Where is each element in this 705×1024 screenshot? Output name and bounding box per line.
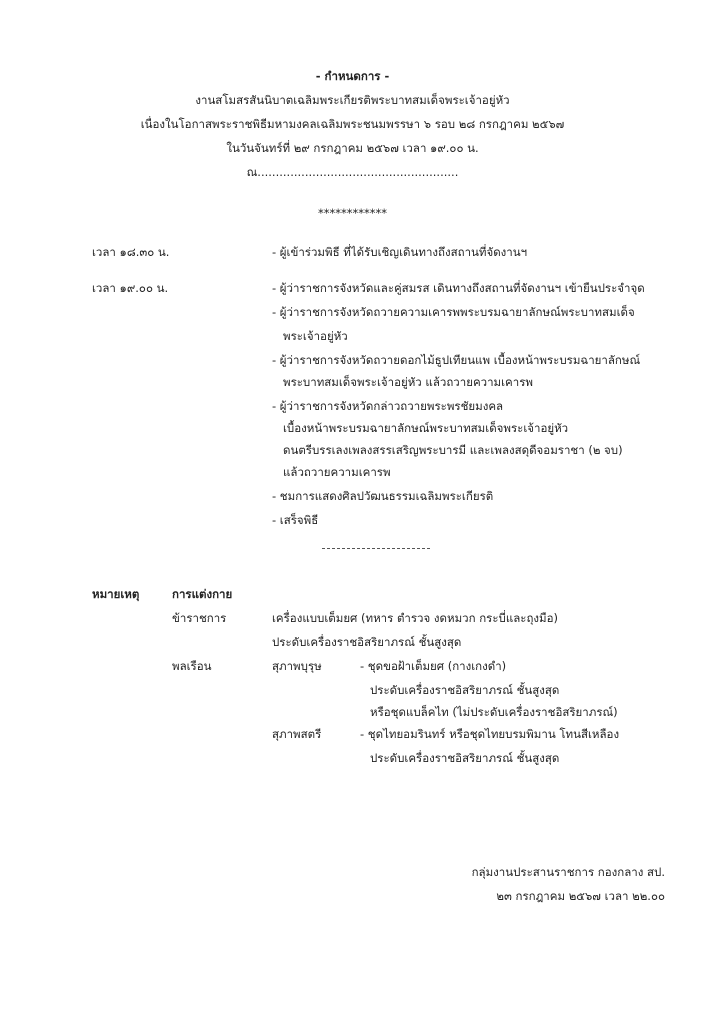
- issue-date: ๒๓ กรกฎาคม ๒๕๖๗ เวลา ๒๒.๐๐: [496, 889, 665, 903]
- men-dress: หรือชุดแบล็คไท (ไม่ประดับเครื่องราชอิสริยาภรณ์): [370, 705, 618, 719]
- section-divider: [322, 548, 430, 549]
- schedule-item: - ผู้เข้าร่วมพิธี ที่ได้รับเชิญเดินทางถึงสถานที่จัดงานฯ: [272, 245, 528, 259]
- schedule-item-cont: พระเจ้าอยู่หัว: [283, 329, 348, 343]
- men-dress: - ชุดขอฝ้าเต็มยศ (กางเกงดำ): [360, 659, 507, 673]
- event-title: งานสโมสรสันนิบาตเฉลิมพระเกียรติพระบาทสมเด็จพระเจ้าอยู่หัว: [195, 93, 510, 107]
- officials-label: ข้าราชการ: [172, 611, 227, 625]
- schedule-item: - ผู้ว่าราชการจังหวัดกล่าวถวายพระพรชัยมงคล: [272, 399, 504, 413]
- dress-code-heading: การแต่งกาย: [172, 587, 233, 601]
- schedule-item: - เสร็จพิธี: [272, 513, 319, 527]
- event-date: ในวันจันทร์ที่ ๒๙ กรกฎาคม ๒๕๖๗ เวลา ๑๙.๐๐ น.: [226, 141, 479, 155]
- schedule-item-cont: แล้วถวายความเคารพ: [283, 465, 391, 479]
- officials-dress: เครื่องแบบเต็มยศ (ทหาร ตำรวจ งดหมวก กระบี่และถุงมือ): [272, 611, 559, 625]
- women-dress: ประดับเครื่องราชอิสริยาภรณ์ ชั้นสูงสุด: [370, 751, 560, 765]
- schedule-item: - ผู้ว่าราชการจังหวัดถวายดอกไม้ธูปเทียนแพ เบื้องหน้าพระบรมฉายาลักษณ์: [272, 353, 641, 367]
- officials-dress: ประดับเครื่องราชอิสริยาภรณ์ ชั้นสูงสุด: [272, 635, 462, 649]
- document-heading: - กำหนดการ -: [315, 69, 390, 83]
- event-occasion: เนื่องในโอกาสพระราชพิธีมหามงคลเฉลิมพระชนมพรรษา ๖ รอบ ๒๘ กรกฎาคม ๒๕๖๗: [140, 117, 565, 131]
- men-dress: ประดับเครื่องราชอิสริยาภรณ์ ชั้นสูงสุด: [370, 683, 560, 697]
- event-venue: ณ.......................................................: [246, 165, 459, 179]
- schedule-time-1: เวลา ๑๘.๓๐ น.: [92, 245, 170, 259]
- women-label: สุภาพสตรี: [272, 727, 322, 741]
- remarks-label: หมายเหตุ: [92, 587, 140, 601]
- schedule-item-cont: ดนตรีบรรเลงเพลงสรรเสริญพระบารมี และเพลงสดุดีจอมราชา (๒ จบ): [283, 443, 623, 457]
- schedule-item: - ชมการแสดงศิลปวัฒนธรรมเฉลิมพระเกียรติ: [272, 489, 494, 503]
- schedule-item: - ผู้ว่าราชการจังหวัดถวายความเคารพพระบรมฉายาลักษณ์พระบาทสมเด็จ: [272, 305, 635, 319]
- issuing-unit: กลุ่มงานประสานราชการ กองกลาง สป.: [471, 865, 665, 879]
- separator-stars: ************: [318, 206, 387, 220]
- schedule-item-cont: พระบาทสมเด็จพระเจ้าอยู่หัว แล้วถวายความเคารพ: [283, 375, 533, 389]
- schedule-time-2: เวลา ๑๙.๐๐ น.: [92, 281, 169, 295]
- schedule-item: - ผู้ว่าราชการจังหวัดและคู่สมรส เดินทางถึงสถานที่จัดงานฯ เข้ายืนประจำจุด: [272, 281, 645, 295]
- civilians-label: พลเรือน: [172, 659, 212, 673]
- men-label: สุภาพบุรุษ: [272, 659, 322, 673]
- schedule-item-cont: เบื้องหน้าพระบรมฉายาลักษณ์พระบาทสมเด็จพระเจ้าอยู่หัว: [283, 421, 569, 435]
- women-dress: - ชุดไทยอมรินทร์ หรือชุดไทยบรมพิมาน โทนสีเหลือง: [360, 727, 620, 741]
